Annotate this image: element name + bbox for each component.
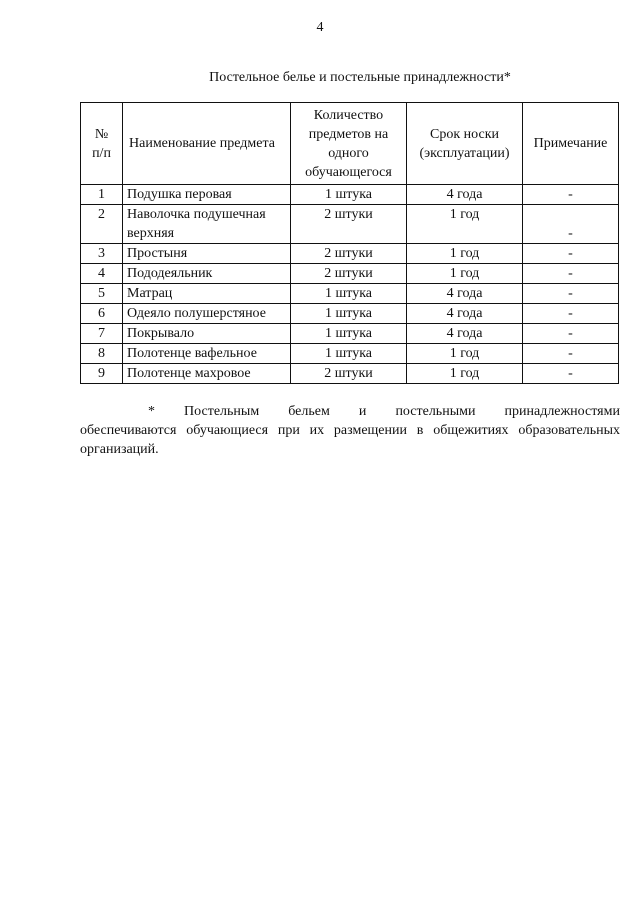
table-row <box>81 264 619 284</box>
cell-term: 1 год <box>407 264 523 284</box>
cell-name: Матрац <box>123 284 291 304</box>
table-row <box>81 205 619 244</box>
cell-num: 2 <box>81 205 123 244</box>
cell-name: Пододеяльник <box>123 264 291 284</box>
header-name: Наименование предмета <box>123 103 291 185</box>
cell-qty: 2 штуки <box>291 244 407 264</box>
header-qty-line: одного <box>328 145 369 161</box>
document-title: Постельное белье и постельные принадлежности* <box>209 70 511 85</box>
header-note: Примечание <box>523 103 619 185</box>
cell-qty: 1 штука <box>291 344 407 364</box>
items-table <box>80 102 619 384</box>
footnote-word: бельем <box>288 404 330 419</box>
table-row <box>81 244 619 264</box>
cell-term: 4 года <box>407 185 523 205</box>
cell-term: 4 года <box>407 284 523 304</box>
cell-note: - <box>523 264 619 284</box>
cell-num: 5 <box>81 284 123 304</box>
table-row <box>81 344 619 364</box>
footnote <box>80 402 620 459</box>
footnote-first-line <box>80 402 620 421</box>
cell-num: 8 <box>81 344 123 364</box>
footnote-word: * <box>148 404 155 419</box>
header-num-line: № <box>94 126 109 142</box>
cell-qty: 2 штуки <box>291 364 407 384</box>
cell-term: 1 год <box>407 244 523 264</box>
cell-note: - <box>523 205 619 244</box>
cell-term: 1 год <box>407 364 523 384</box>
header-qty-line: Количество <box>313 107 384 123</box>
cell-num: 9 <box>81 364 123 384</box>
footnote-word: принадлежностями <box>504 404 620 419</box>
header-qty-line: обучающегося <box>305 164 392 180</box>
cell-note: - <box>523 185 619 205</box>
cell-num: 4 <box>81 264 123 284</box>
cell-name: Покрывало <box>123 324 291 344</box>
cell-num: 3 <box>81 244 123 264</box>
cell-term: 4 года <box>407 324 523 344</box>
header-term-line: (эксплуатации) <box>419 145 510 161</box>
cell-name: Полотенце махровое <box>123 364 291 384</box>
cell-qty: 1 штука <box>291 284 407 304</box>
page-number: 4 <box>316 20 324 35</box>
cell-note: - <box>523 244 619 264</box>
cell-name: Полотенце вафельное <box>123 344 291 364</box>
table-row <box>81 284 619 304</box>
cell-note: - <box>523 304 619 324</box>
footnote-word: Постельным <box>184 404 260 419</box>
cell-term: 1 год <box>407 205 523 244</box>
cell-name: Простыня <box>123 244 291 264</box>
cell-note: - <box>523 284 619 304</box>
footnote-word: постельными <box>395 404 476 419</box>
cell-note: - <box>523 364 619 384</box>
cell-qty: 1 штука <box>291 304 407 324</box>
cell-qty: 1 штука <box>291 324 407 344</box>
cell-note: - <box>523 324 619 344</box>
header-term-line: Срок носки <box>430 126 499 142</box>
cell-name: Наволочка подушечная верхняя <box>123 205 291 244</box>
cell-name: Подушка перовая <box>123 185 291 205</box>
cell-term: 4 года <box>407 304 523 324</box>
footnote-rest: обеспечиваются обучающиеся при их размещении в общежитиях образовательных организаций. <box>80 423 620 457</box>
header-num <box>81 103 123 185</box>
cell-qty: 2 штуки <box>291 205 407 244</box>
table-row <box>81 185 619 205</box>
cell-note: - <box>523 344 619 364</box>
cell-qty: 2 штуки <box>291 264 407 284</box>
table-row <box>81 304 619 324</box>
header-num-line: п/п <box>92 145 111 161</box>
header-term <box>407 103 523 185</box>
cell-qty: 1 штука <box>291 185 407 205</box>
table-header-row <box>81 103 619 185</box>
header-qty <box>291 103 407 185</box>
cell-num: 6 <box>81 304 123 324</box>
cell-num: 7 <box>81 324 123 344</box>
cell-num: 1 <box>81 185 123 205</box>
table-row <box>81 364 619 384</box>
footnote-word: и <box>358 404 367 419</box>
table-row <box>81 324 619 344</box>
header-qty-line: предметов на <box>308 126 389 142</box>
cell-term: 1 год <box>407 344 523 364</box>
cell-name: Одеяло полушерстяное <box>123 304 291 324</box>
